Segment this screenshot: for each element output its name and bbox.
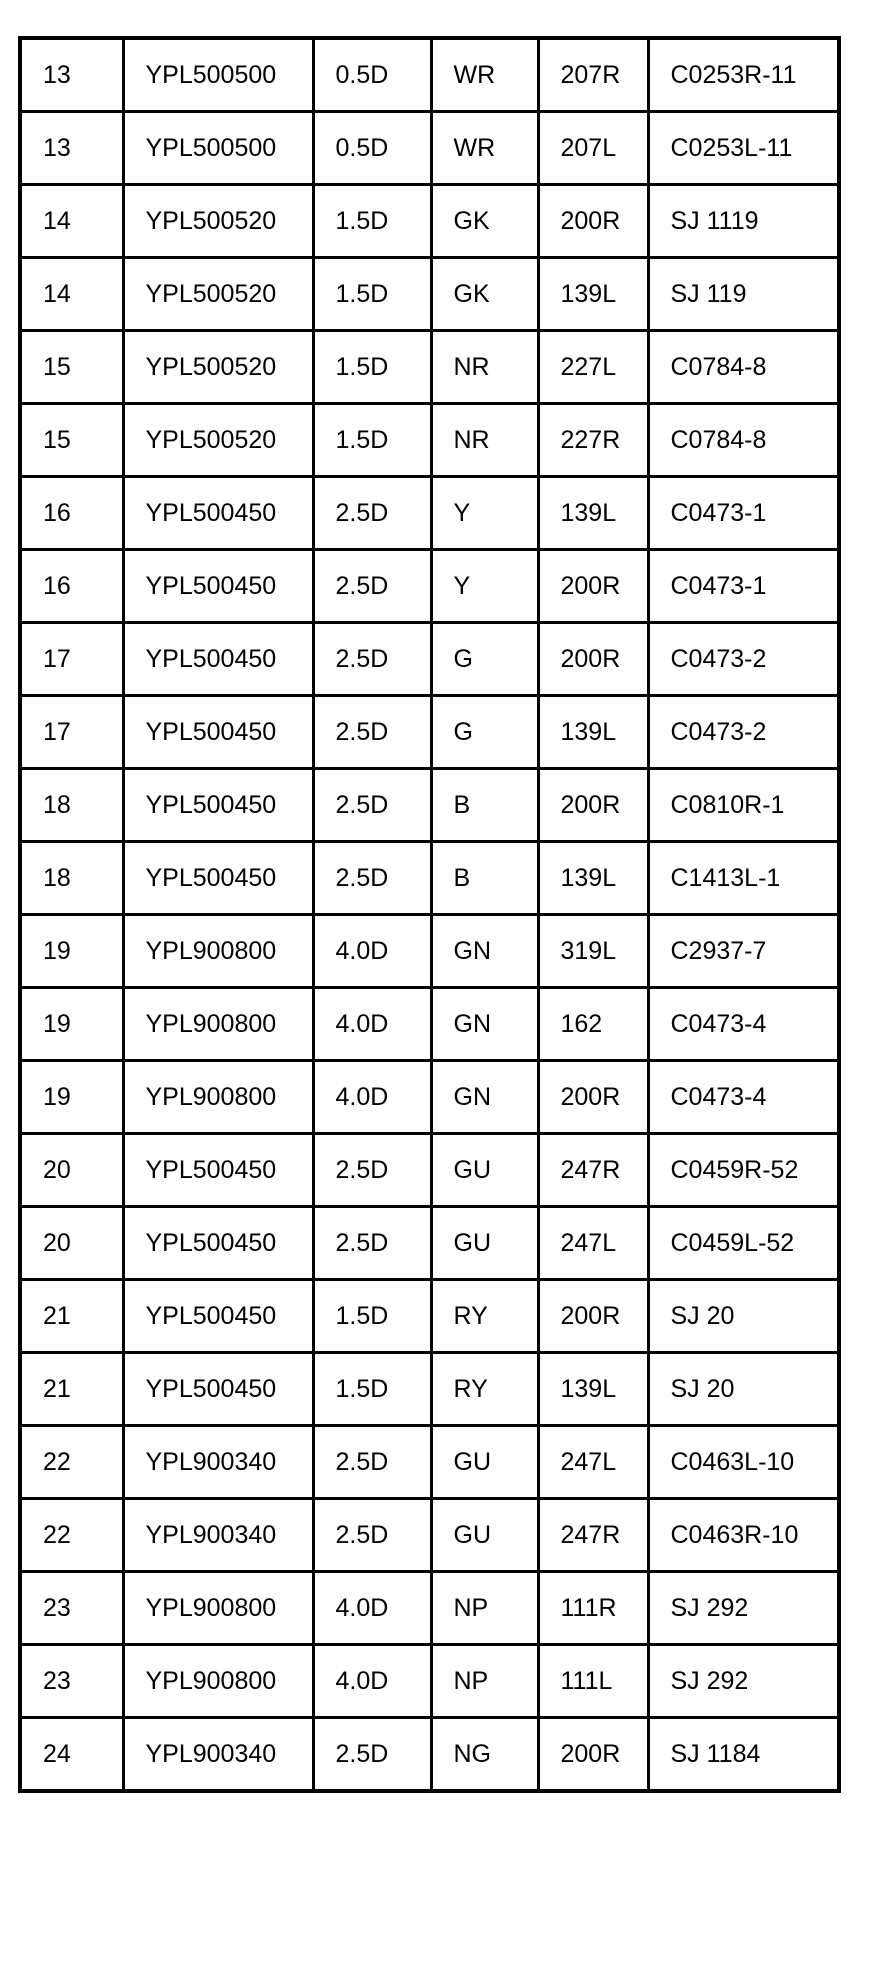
table-cell-item-number: 15 [20, 404, 123, 477]
table-cell-code: RY [431, 1353, 538, 1426]
table-cell-part-number: YPL900800 [123, 988, 313, 1061]
table-cell-part-number: YPL500450 [123, 696, 313, 769]
table-row [20, 1280, 839, 1353]
table-cell-code: NR [431, 331, 538, 404]
table-cell-item-number: 23 [20, 1645, 123, 1718]
table-cell-item-number: 18 [20, 842, 123, 915]
table-cell-reference: C0473-1 [648, 550, 839, 623]
table-cell-angle: 247L [538, 1207, 648, 1280]
table-cell-code: GN [431, 915, 538, 988]
table-cell-angle: 247R [538, 1499, 648, 1572]
table-cell-angle: 162 [538, 988, 648, 1061]
table-cell-code: GN [431, 1061, 538, 1134]
table-cell-diopter: 2.5D [313, 1207, 431, 1280]
table-cell-code: Y [431, 477, 538, 550]
table-cell-item-number: 21 [20, 1353, 123, 1426]
table-cell-item-number: 14 [20, 258, 123, 331]
table-cell-diopter: 2.5D [313, 1718, 431, 1792]
table-cell-code: WR [431, 38, 538, 112]
table-cell-item-number: 14 [20, 185, 123, 258]
table-cell-diopter: 2.5D [313, 769, 431, 842]
table-cell-reference: SJ 20 [648, 1353, 839, 1426]
table-cell-diopter: 1.5D [313, 185, 431, 258]
table-cell-diopter: 2.5D [313, 623, 431, 696]
table-cell-reference: SJ 1184 [648, 1718, 839, 1792]
table-cell-diopter: 1.5D [313, 258, 431, 331]
table-cell-part-number: YPL500450 [123, 623, 313, 696]
table-cell-item-number: 19 [20, 1061, 123, 1134]
table-cell-item-number: 21 [20, 1280, 123, 1353]
table-row [20, 623, 839, 696]
table-cell-angle: 207R [538, 38, 648, 112]
table-cell-diopter: 1.5D [313, 1280, 431, 1353]
table-cell-angle: 200R [538, 1718, 648, 1792]
table-cell-item-number: 13 [20, 38, 123, 112]
table-row [20, 1061, 839, 1134]
table-cell-code: GK [431, 185, 538, 258]
table-cell-item-number: 16 [20, 477, 123, 550]
table-cell-reference: C0473-1 [648, 477, 839, 550]
table-cell-part-number: YPL500500 [123, 112, 313, 185]
table-row [20, 915, 839, 988]
table-cell-part-number: YPL500500 [123, 38, 313, 112]
table-cell-item-number: 15 [20, 331, 123, 404]
table-cell-diopter: 2.5D [313, 477, 431, 550]
table-row [20, 258, 839, 331]
table-cell-item-number: 17 [20, 696, 123, 769]
table-cell-diopter: 4.0D [313, 915, 431, 988]
table-cell-diopter: 2.5D [313, 1499, 431, 1572]
table-cell-reference: C0463R-10 [648, 1499, 839, 1572]
table-row [20, 185, 839, 258]
table-cell-code: B [431, 842, 538, 915]
table-row [20, 1207, 839, 1280]
table-cell-diopter: 0.5D [313, 38, 431, 112]
table-cell-angle: 139L [538, 696, 648, 769]
table-cell-part-number: YPL900340 [123, 1426, 313, 1499]
data-table [18, 36, 841, 1793]
table-cell-item-number: 19 [20, 988, 123, 1061]
table-cell-item-number: 19 [20, 915, 123, 988]
table-cell-reference: C0473-4 [648, 1061, 839, 1134]
table-cell-part-number: YPL500520 [123, 404, 313, 477]
table-cell-part-number: YPL500520 [123, 331, 313, 404]
table-cell-diopter: 2.5D [313, 1426, 431, 1499]
table-cell-angle: 200R [538, 769, 648, 842]
table-cell-reference: C0473-4 [648, 988, 839, 1061]
table-cell-code: NG [431, 1718, 538, 1792]
table-cell-part-number: YPL500450 [123, 477, 313, 550]
table-cell-code: NP [431, 1645, 538, 1718]
table-row [20, 988, 839, 1061]
table-cell-code: G [431, 623, 538, 696]
table-row [20, 550, 839, 623]
table-cell-diopter: 1.5D [313, 1353, 431, 1426]
table-cell-reference: SJ 119 [648, 258, 839, 331]
table-cell-part-number: YPL500520 [123, 185, 313, 258]
table-cell-reference: C0473-2 [648, 696, 839, 769]
table-cell-angle: 111L [538, 1645, 648, 1718]
table-cell-code: G [431, 696, 538, 769]
table-row [20, 1718, 839, 1792]
table-cell-reference: C2937-7 [648, 915, 839, 988]
table-cell-diopter: 4.0D [313, 1061, 431, 1134]
table-cell-angle: 139L [538, 1353, 648, 1426]
table-cell-part-number: YPL900800 [123, 915, 313, 988]
table-cell-part-number: YPL500450 [123, 550, 313, 623]
table-cell-code: NR [431, 404, 538, 477]
table-cell-diopter: 4.0D [313, 988, 431, 1061]
table-row [20, 1353, 839, 1426]
table-row [20, 842, 839, 915]
table-cell-diopter: 4.0D [313, 1645, 431, 1718]
table-cell-item-number: 20 [20, 1207, 123, 1280]
table-cell-diopter: 4.0D [313, 1572, 431, 1645]
table-cell-part-number: YPL500450 [123, 1280, 313, 1353]
table-cell-reference: C0253L-11 [648, 112, 839, 185]
table-cell-code: B [431, 769, 538, 842]
table-row [20, 477, 839, 550]
table-row [20, 769, 839, 842]
table-cell-angle: 200R [538, 1061, 648, 1134]
table-cell-item-number: 18 [20, 769, 123, 842]
table-cell-angle: 227L [538, 331, 648, 404]
table-row [20, 112, 839, 185]
table-row [20, 1134, 839, 1207]
table-cell-diopter: 1.5D [313, 331, 431, 404]
table-cell-angle: 139L [538, 258, 648, 331]
table-cell-part-number: YPL500520 [123, 258, 313, 331]
table-row [20, 1499, 839, 1572]
table-cell-item-number: 20 [20, 1134, 123, 1207]
table-cell-angle: 200R [538, 1280, 648, 1353]
table-cell-reference: C1413L-1 [648, 842, 839, 915]
table-cell-diopter: 2.5D [313, 842, 431, 915]
table-cell-part-number: YPL900800 [123, 1645, 313, 1718]
table-cell-angle: 200R [538, 185, 648, 258]
table-cell-part-number: YPL900340 [123, 1718, 313, 1792]
table-cell-angle: 139L [538, 842, 648, 915]
table-cell-reference: C0784-8 [648, 404, 839, 477]
table-cell-reference: SJ 1119 [648, 185, 839, 258]
table-cell-code: GU [431, 1499, 538, 1572]
table-cell-angle: 207L [538, 112, 648, 185]
table-cell-item-number: 16 [20, 550, 123, 623]
table-cell-part-number: YPL500450 [123, 1134, 313, 1207]
table-cell-reference: SJ 292 [648, 1572, 839, 1645]
table-cell-angle: 247R [538, 1134, 648, 1207]
table-cell-diopter: 1.5D [313, 404, 431, 477]
table-cell-code: WR [431, 112, 538, 185]
table-cell-angle: 139L [538, 477, 648, 550]
table-row [20, 404, 839, 477]
table-cell-code: GU [431, 1134, 538, 1207]
table-cell-reference: C0784-8 [648, 331, 839, 404]
table-cell-reference: C0459R-52 [648, 1134, 839, 1207]
table-cell-diopter: 2.5D [313, 1134, 431, 1207]
table-row [20, 696, 839, 769]
table-cell-angle: 319L [538, 915, 648, 988]
table-cell-reference: SJ 292 [648, 1645, 839, 1718]
table-cell-angle: 200R [538, 623, 648, 696]
table-cell-part-number: YPL500450 [123, 842, 313, 915]
table-cell-part-number: YPL500450 [123, 1353, 313, 1426]
table-cell-item-number: 13 [20, 112, 123, 185]
table-cell-part-number: YPL500450 [123, 1207, 313, 1280]
table-cell-code: RY [431, 1280, 538, 1353]
table-cell-code: Y [431, 550, 538, 623]
table-cell-reference: C0253R-11 [648, 38, 839, 112]
table-cell-part-number: YPL900340 [123, 1499, 313, 1572]
table-cell-code: GK [431, 258, 538, 331]
table-cell-part-number: YPL500450 [123, 769, 313, 842]
table-cell-item-number: 22 [20, 1426, 123, 1499]
table-cell-code: GU [431, 1426, 538, 1499]
table-row [20, 331, 839, 404]
table-cell-part-number: YPL900800 [123, 1061, 313, 1134]
table-cell-code: GU [431, 1207, 538, 1280]
table-row [20, 1645, 839, 1718]
table-cell-reference: SJ 20 [648, 1280, 839, 1353]
table-cell-reference: C0810R-1 [648, 769, 839, 842]
table-cell-item-number: 17 [20, 623, 123, 696]
table-cell-item-number: 24 [20, 1718, 123, 1792]
table-cell-diopter: 2.5D [313, 550, 431, 623]
table-cell-diopter: 2.5D [313, 696, 431, 769]
table-body [20, 38, 839, 1791]
table-row [20, 1426, 839, 1499]
table-cell-reference: C0473-2 [648, 623, 839, 696]
table-cell-diopter: 0.5D [313, 112, 431, 185]
table-cell-item-number: 23 [20, 1572, 123, 1645]
table-cell-angle: 111R [538, 1572, 648, 1645]
table-cell-angle: 247L [538, 1426, 648, 1499]
table-cell-reference: C0463L-10 [648, 1426, 839, 1499]
table-row [20, 38, 839, 112]
table-cell-angle: 227R [538, 404, 648, 477]
table-cell-code: GN [431, 988, 538, 1061]
table-cell-code: NP [431, 1572, 538, 1645]
table-cell-part-number: YPL900800 [123, 1572, 313, 1645]
table-cell-angle: 200R [538, 550, 648, 623]
table-cell-reference: C0459L-52 [648, 1207, 839, 1280]
table-cell-item-number: 22 [20, 1499, 123, 1572]
table-row [20, 1572, 839, 1645]
